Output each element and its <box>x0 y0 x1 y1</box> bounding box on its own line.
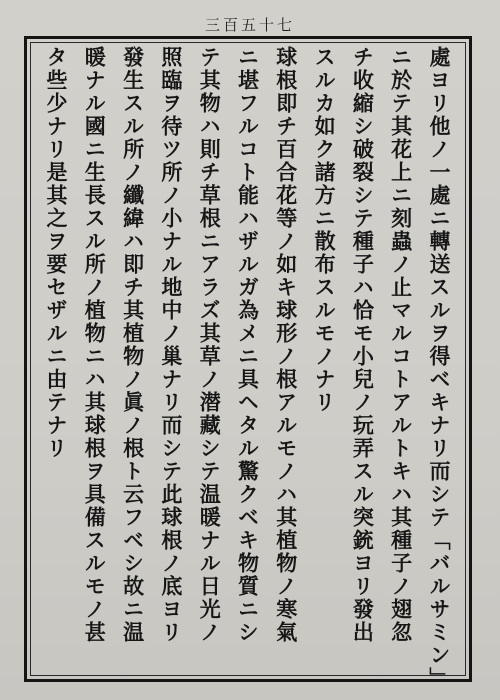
text-column-4: スルカ如ク諸方ニ散布スルモノナリ <box>312 46 338 414</box>
text-column-3: チ收縮シ破裂シテ種子ハ恰モ小兒ノ玩弄スル突銃ヨリ發出 <box>350 46 376 644</box>
text-column-11: タ些少ナリ是其之ヲ要セザルニ由テナリ <box>44 46 69 460</box>
text-column-10: 暖ナル國ニ生長スル所ノ植物ニハ其球根ヲ具備スルモノ甚 <box>82 46 108 644</box>
text-column-1: 處ヨリ他ノ一處ニ轉送スルヲ得ベキナリ而シテ「バルサミン」 <box>426 46 452 690</box>
text-column-9: 發生スル所ノ纖緯ハ即チ其植物ノ眞ノ根ト云フベシ故ニ温 <box>120 46 146 644</box>
page-number: 三百五十七 <box>204 16 295 34</box>
text-column-2: ニ於テ其花上ニ刻蟲ノ止マルコトアルトキハ其種子ノ翅忽 <box>388 46 414 644</box>
text-column-6: ニ堪フルコト能ハザルガ為メニ具ヘタル驚クベキ物質ニシ <box>235 46 261 644</box>
text-column-8: 照臨ヲ待ツ所ノ小ナル地中ノ巢ナリ而シテ此球根ノ底ヨリ <box>158 46 184 644</box>
text-column-5: 球根即チ百合花等ノ如キ球形ノ根アルモノハ其植物ノ寒氣 <box>273 46 299 644</box>
text-column-7: テ其物ハ則チ草根ニアラズ其草ノ潜藏シテ温暖ナル日光ノ <box>197 46 223 644</box>
vertical-text-body <box>40 46 456 690</box>
